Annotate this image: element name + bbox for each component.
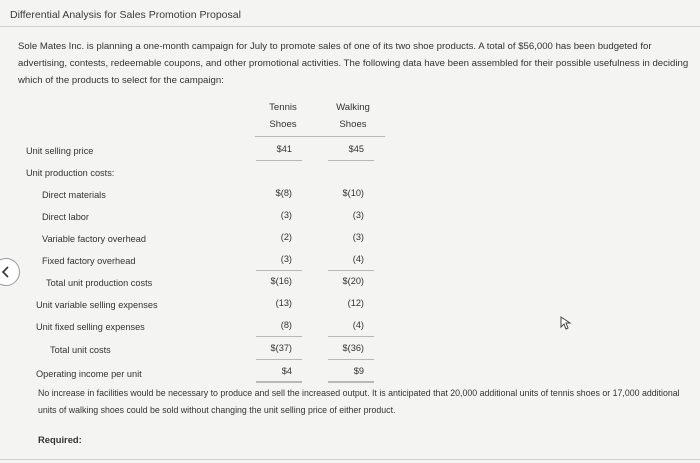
underline: [328, 160, 374, 161]
walking-value: $45: [348, 144, 364, 154]
column-header-tennis: [248, 99, 318, 133]
column-header-line1: Walking: [336, 102, 370, 113]
row-label: Direct labor: [42, 212, 89, 222]
chevron-left-icon: [0, 265, 13, 279]
row-label: Direct materials: [42, 190, 106, 200]
row-label: Unit production costs:: [26, 168, 115, 178]
column-header-walking: [318, 99, 388, 133]
header-rule: [255, 136, 385, 137]
underline: [328, 270, 374, 271]
underline: [256, 336, 302, 337]
row-label: Total unit costs: [50, 345, 111, 355]
row-label: Operating income per unit: [36, 369, 142, 379]
row-label: Fixed factory overhead: [42, 256, 136, 266]
intro-paragraph: Sole Mates Inc. is planning a one-month campaign for July to promote sales of one of its two shoe products. A total of $56,000 has been budgeted for advertising, contests, redeemable coupons, and other promotional activities. The following data have been assembled for their possible usefulness in deciding which of the products to select for the campaign:: [18, 41, 689, 86]
column-header-line1: Tennis: [269, 102, 297, 113]
tennis-value: (3): [280, 254, 292, 264]
double-underline: [328, 381, 374, 383]
walking-value: (12): [347, 298, 364, 308]
row-label: Variable factory overhead: [42, 234, 147, 244]
tennis-value: $(8): [275, 188, 292, 198]
row-label: Unit fixed selling expenses: [36, 322, 145, 332]
underline: [256, 359, 302, 360]
walking-value: $(36): [342, 343, 364, 353]
mouse-cursor-icon: [560, 316, 572, 330]
page-title: Differential Analysis for Sales Promotion Proposal: [10, 9, 241, 21]
row-label: Total unit production costs: [46, 278, 153, 288]
footer-paragraph: No increase in facilities would be necessary to produce and sell the increased output. It is anticipated that 20,000 additional units of tennis shoes or 17,000 additional units of walking shoes could be sold without changing the unit selling price of either product.: [38, 388, 680, 415]
column-header-line2: Shoes: [269, 119, 297, 130]
walking-value: (4): [352, 254, 364, 264]
tennis-value: $(16): [270, 276, 292, 286]
tennis-value: (2): [280, 232, 292, 242]
divider: [0, 26, 700, 27]
walking-value: (3): [352, 210, 364, 220]
underline: [328, 336, 374, 337]
tennis-value: $41: [276, 144, 292, 154]
underline: [256, 160, 302, 161]
underline: [256, 270, 302, 271]
double-underline: [256, 381, 302, 383]
tennis-value: (8): [280, 320, 292, 330]
tennis-value: $(37): [270, 343, 292, 353]
row-label: Unit selling price: [26, 146, 94, 156]
required-label: Required:: [38, 434, 82, 445]
divider: [0, 459, 700, 460]
underline: [328, 359, 374, 360]
tennis-value: (13): [275, 298, 292, 308]
walking-value: $(10): [342, 188, 364, 198]
walking-value: (4): [352, 320, 364, 330]
walking-value: $9: [353, 366, 364, 376]
column-header-line2: Shoes: [339, 119, 367, 130]
tennis-value: (3): [280, 210, 292, 220]
walking-value: (3): [352, 232, 364, 242]
walking-value: $(20): [342, 276, 364, 286]
row-label: Unit variable selling expenses: [36, 300, 158, 310]
tennis-value: $4: [281, 366, 292, 376]
